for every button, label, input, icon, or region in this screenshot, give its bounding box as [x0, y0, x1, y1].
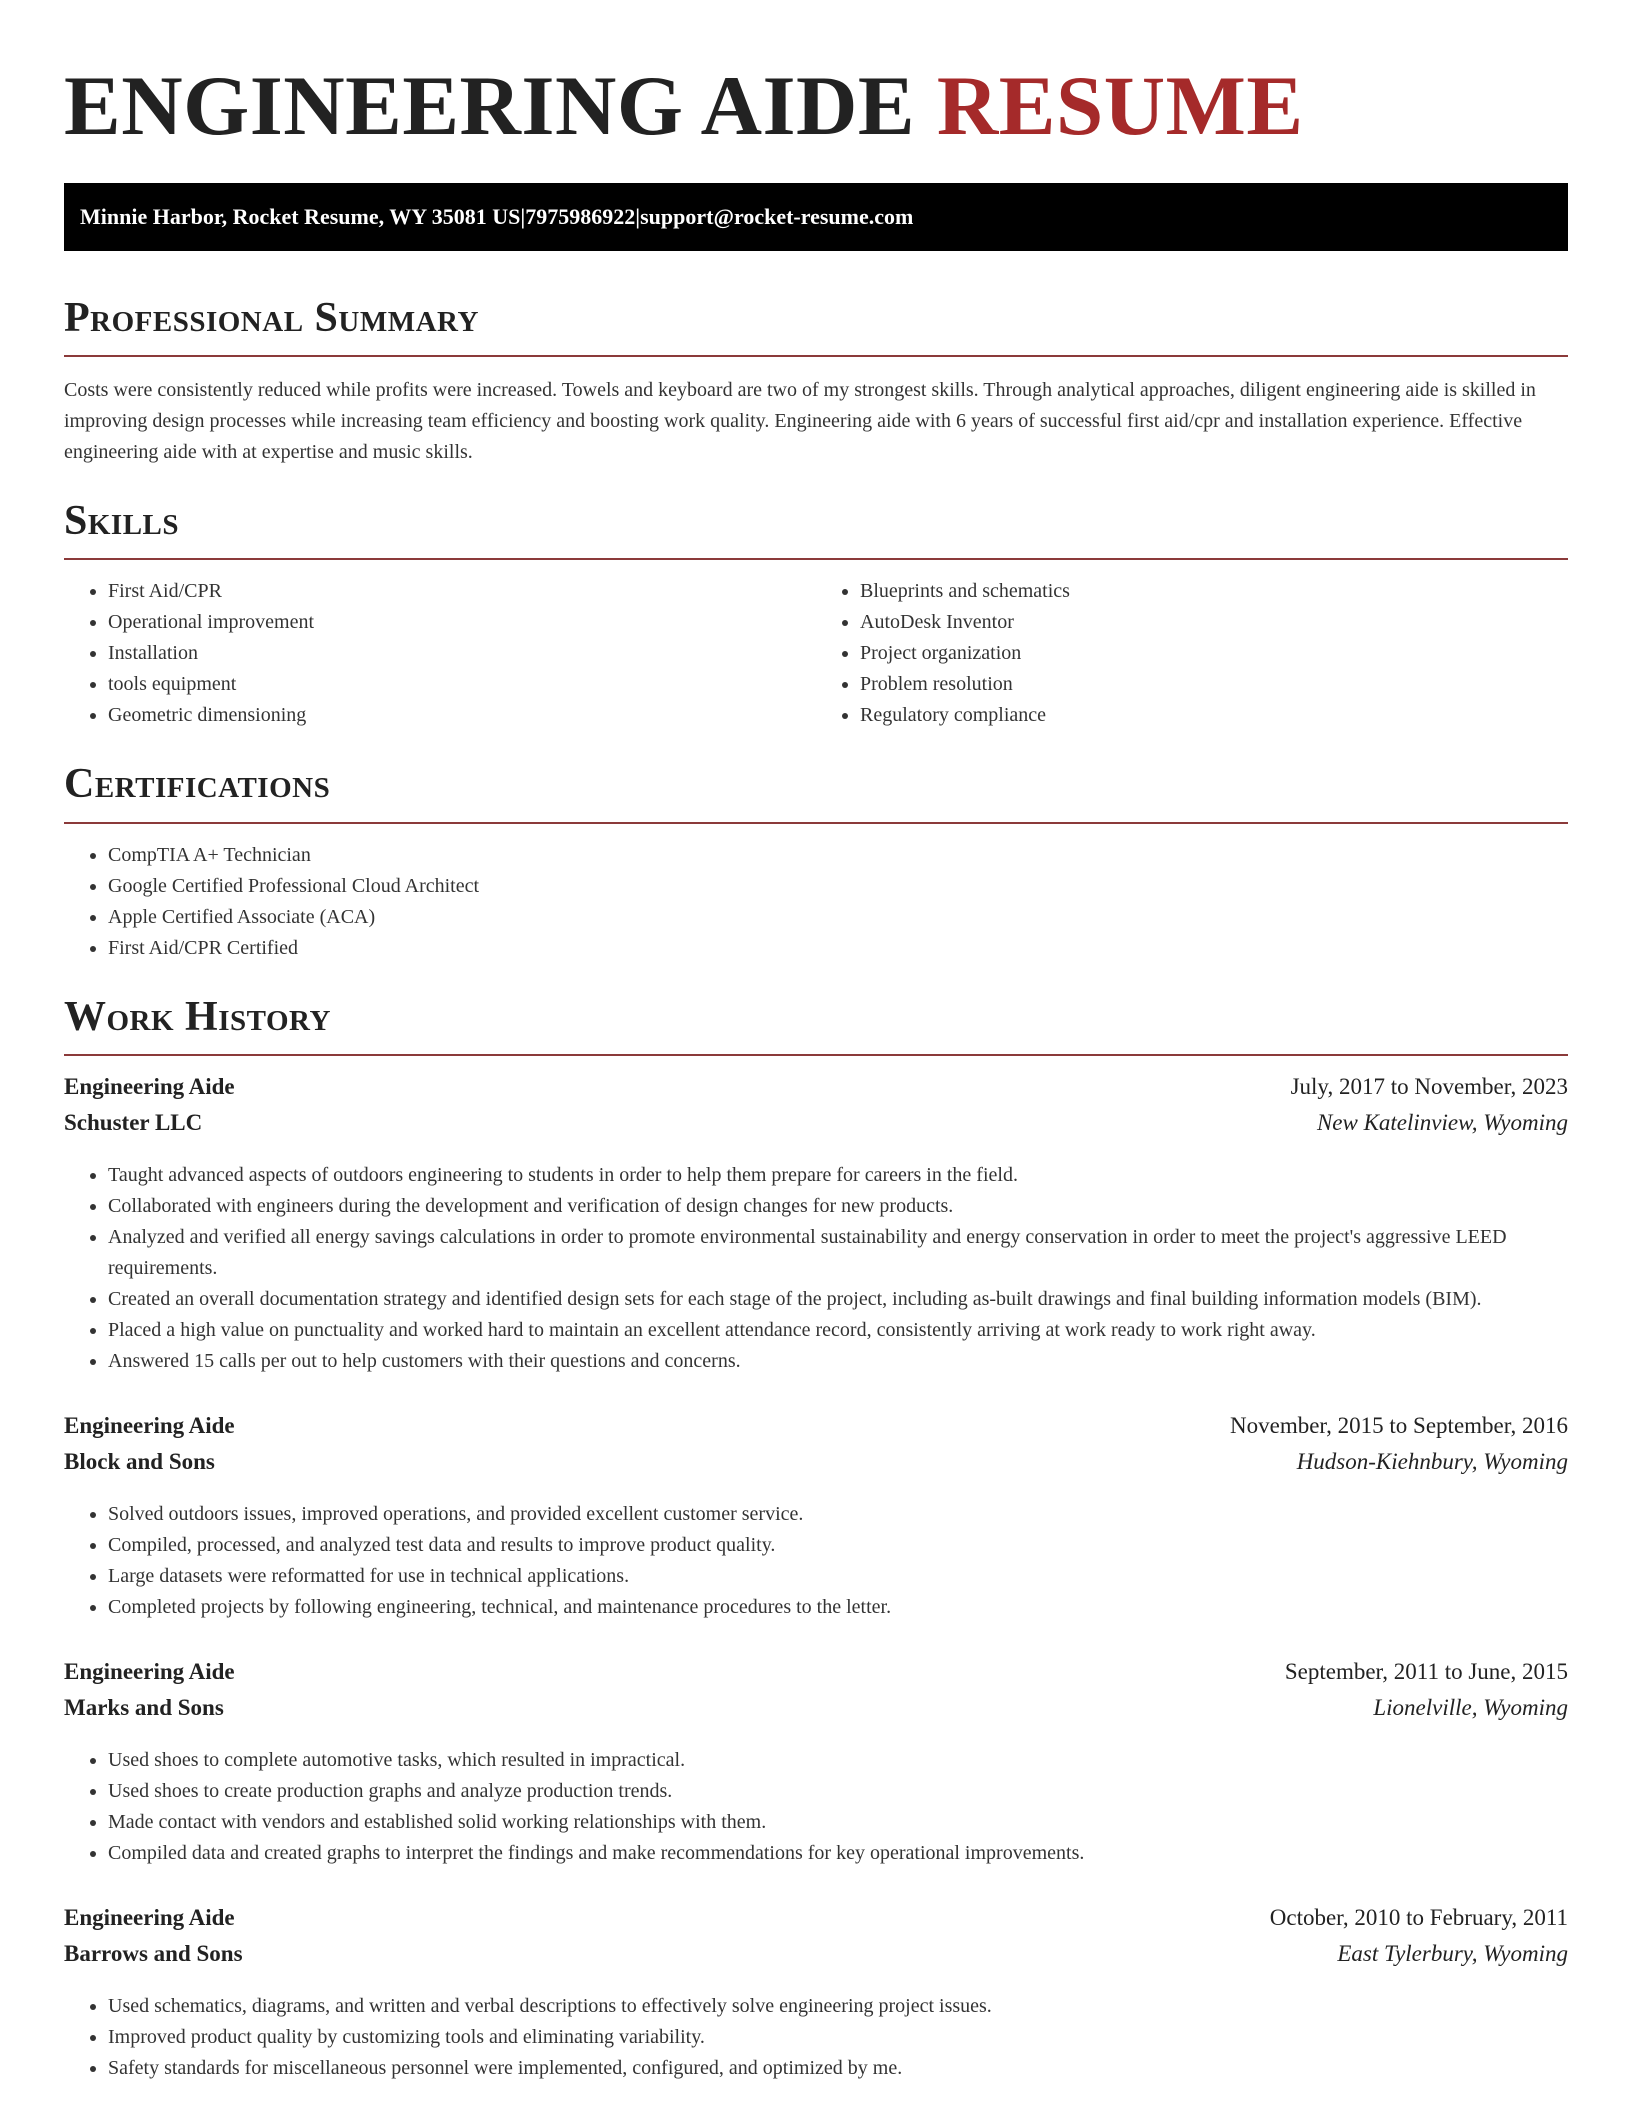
job-company-row: [64, 1449, 1568, 1485]
job-title: Engineering Aide: [64, 1904, 235, 1930]
job-company-row: [64, 1695, 1568, 1731]
job-dates: July, 2017 to November, 2023: [1290, 1073, 1568, 1099]
job-company: Block and Sons: [64, 1448, 215, 1474]
job-duty-item: • Compiled, processed, and analyzed test data and results to improve product quality.: [108, 1530, 1568, 1561]
job-duty-item: • Made contact with vendors and established solid working relationships with them.: [108, 1807, 1568, 1838]
contact-bar: [64, 183, 1568, 251]
skills-heading: Skills: [64, 498, 180, 545]
job-duty-item: • Used schematics, diagrams, and written and verbal descriptions to effectively solve engineering project issues.: [108, 1991, 1568, 2022]
job-company: Marks and Sons: [64, 1694, 224, 1720]
skill-item: • Problem resolution: [860, 669, 1568, 700]
job-duty-item: • Safety standards for miscellaneous personnel were implemented, configured, and optimized by me.: [108, 2053, 1568, 2084]
job-header-row: [64, 1659, 1568, 1695]
certification-item: • Apple Certified Associate (ACA): [108, 902, 1568, 933]
skill-item: • Project organization: [860, 638, 1568, 669]
contact-phone: 7975986922: [525, 204, 636, 229]
job-dates: November, 2015 to September, 2016: [1230, 1412, 1568, 1438]
job-header-row: [64, 1413, 1568, 1449]
certification-item: • First Aid/CPR Certified: [108, 933, 1568, 964]
job-company-row: [64, 1941, 1568, 1977]
job-duty-item: • Completed projects by following engineering, technical, and maintenance procedures to the letter.: [108, 1592, 1568, 1623]
job-dates: September, 2011 to June, 2015: [1284, 1658, 1568, 1684]
contact-separator: |: [635, 204, 641, 229]
skill-item: • tools equipment: [108, 669, 816, 700]
job-duty-item: • Analyzed and verified all energy savings calculations in order to promote environmental sustainability and energy conservation in order to meet the project's aggressive LEED requirements.: [108, 1222, 1568, 1284]
job-location: New Katelinview, Wyoming: [1316, 1109, 1568, 1135]
skill-item: • AutoDesk Inventor: [860, 607, 1568, 638]
job-title: Engineering Aide: [64, 1073, 235, 1099]
skills-list-left: [64, 576, 816, 731]
certifications-list: [64, 840, 1568, 964]
resume-title-accent: RESUME: [936, 59, 1304, 153]
job-title: Engineering Aide: [64, 1412, 235, 1438]
job-duties: [64, 1499, 1568, 1623]
section-divider: [64, 822, 1568, 824]
job-duty-item: • Large datasets were reformatted for use in technical applications.: [108, 1561, 1568, 1592]
job-company: Barrows and Sons: [64, 1940, 243, 1966]
skill-item: • Geometric dimensioning: [108, 700, 816, 731]
job-location: Lionelville, Wyoming: [1373, 1694, 1568, 1720]
work-history-heading: Work History: [64, 993, 331, 1040]
work-history-section: [64, 994, 1568, 2084]
job-entry: [64, 1074, 1568, 1377]
job-duty-item: • Used shoes to complete automotive tasks, which resulted in impractical.: [108, 1745, 1568, 1776]
job-company: Schuster LLC: [64, 1109, 203, 1135]
job-duty-item: • Created an overall documentation strategy and identified design sets for each stage of the project, including as-built drawings and final building information models (BIM).: [108, 1284, 1568, 1315]
skill-item: • Operational improvement: [108, 607, 816, 638]
certification-item: • Google Certified Professional Cloud Architect: [108, 871, 1568, 902]
job-dates: October, 2010 to February, 2011: [1269, 1904, 1568, 1930]
job-location: East Tylerbury, Wyoming: [1337, 1940, 1568, 1966]
summary-heading: Professional Summary: [64, 295, 479, 341]
contact-email: support@rocket-resume.com: [640, 204, 914, 229]
contact-address: Minnie Harbor, Rocket Resume, WY 35081 US: [80, 204, 521, 229]
job-duties: [64, 1160, 1568, 1377]
job-duty-item: • Collaborated with engineers during the development and verification of design changes for new products.: [108, 1191, 1568, 1222]
job-duty-item: • Placed a high value on punctuality and worked hard to maintain an excellent attendance record, consistently arriving at work ready to work right away.: [108, 1315, 1568, 1346]
job-duty-item: • Taught advanced aspects of outdoors engineering to students in order to help them prepare for careers in the field.: [108, 1160, 1568, 1191]
job-duty-item: • Compiled data and created graphs to interpret the findings and make recommendations for key operational improvements.: [108, 1838, 1568, 1869]
job-entry: [64, 1659, 1568, 1869]
section-divider: [64, 1054, 1568, 1056]
summary-text: Costs were consistently reduced while profits were increased. Towels and keyboard are two of my strongest skills. Through analytical approaches, diligent engineering aide is skilled in improving design processes while increasing team efficiency and boosting work quality. Engineering aide with 6 years of successful first aid/cpr and installation experience. Effective engineering aide with at expertise and music skills.: [64, 379, 1536, 464]
resume-title: [64, 56, 1568, 153]
contact-separator: |: [520, 204, 526, 229]
skill-item: • First Aid/CPR: [108, 576, 816, 607]
job-company-row: [64, 1110, 1568, 1146]
job-duty-item: • Improved product quality by customizing tools and eliminating variability.: [108, 2022, 1568, 2053]
certification-item: • CompTIA A+ Technician: [108, 840, 1568, 871]
job-duty-item: • Solved outdoors issues, improved operations, and provided excellent customer service.: [108, 1499, 1568, 1530]
skill-item: • Blueprints and schematics: [860, 576, 1568, 607]
job-header-row: [64, 1905, 1568, 1941]
section-divider: [64, 355, 1568, 357]
job-header-row: [64, 1074, 1568, 1110]
skill-item: • Installation: [108, 638, 816, 669]
skills-list-right: [816, 576, 1568, 731]
job-title: Engineering Aide: [64, 1658, 235, 1684]
job-duties: [64, 1991, 1568, 2084]
job-entry: [64, 1905, 1568, 2084]
job-duty-item: • Answered 15 calls per out to help customers with their questions and concerns.: [108, 1346, 1568, 1377]
skills-grid: [64, 560, 1568, 731]
resume-title-main: ENGINEERING AIDE: [64, 59, 916, 153]
job-duties: [64, 1745, 1568, 1869]
skills-section: [64, 498, 1568, 731]
job-entry: [64, 1413, 1568, 1623]
certifications-section: [64, 761, 1568, 963]
job-duty-item: • Used shoes to create production graphs and analyze production trends.: [108, 1776, 1568, 1807]
skill-item: • Regulatory compliance: [860, 700, 1568, 731]
summary-section: [64, 295, 1568, 468]
certifications-heading: Certifications: [64, 761, 331, 808]
job-location: Hudson-Kiehnbury, Wyoming: [1296, 1448, 1568, 1474]
